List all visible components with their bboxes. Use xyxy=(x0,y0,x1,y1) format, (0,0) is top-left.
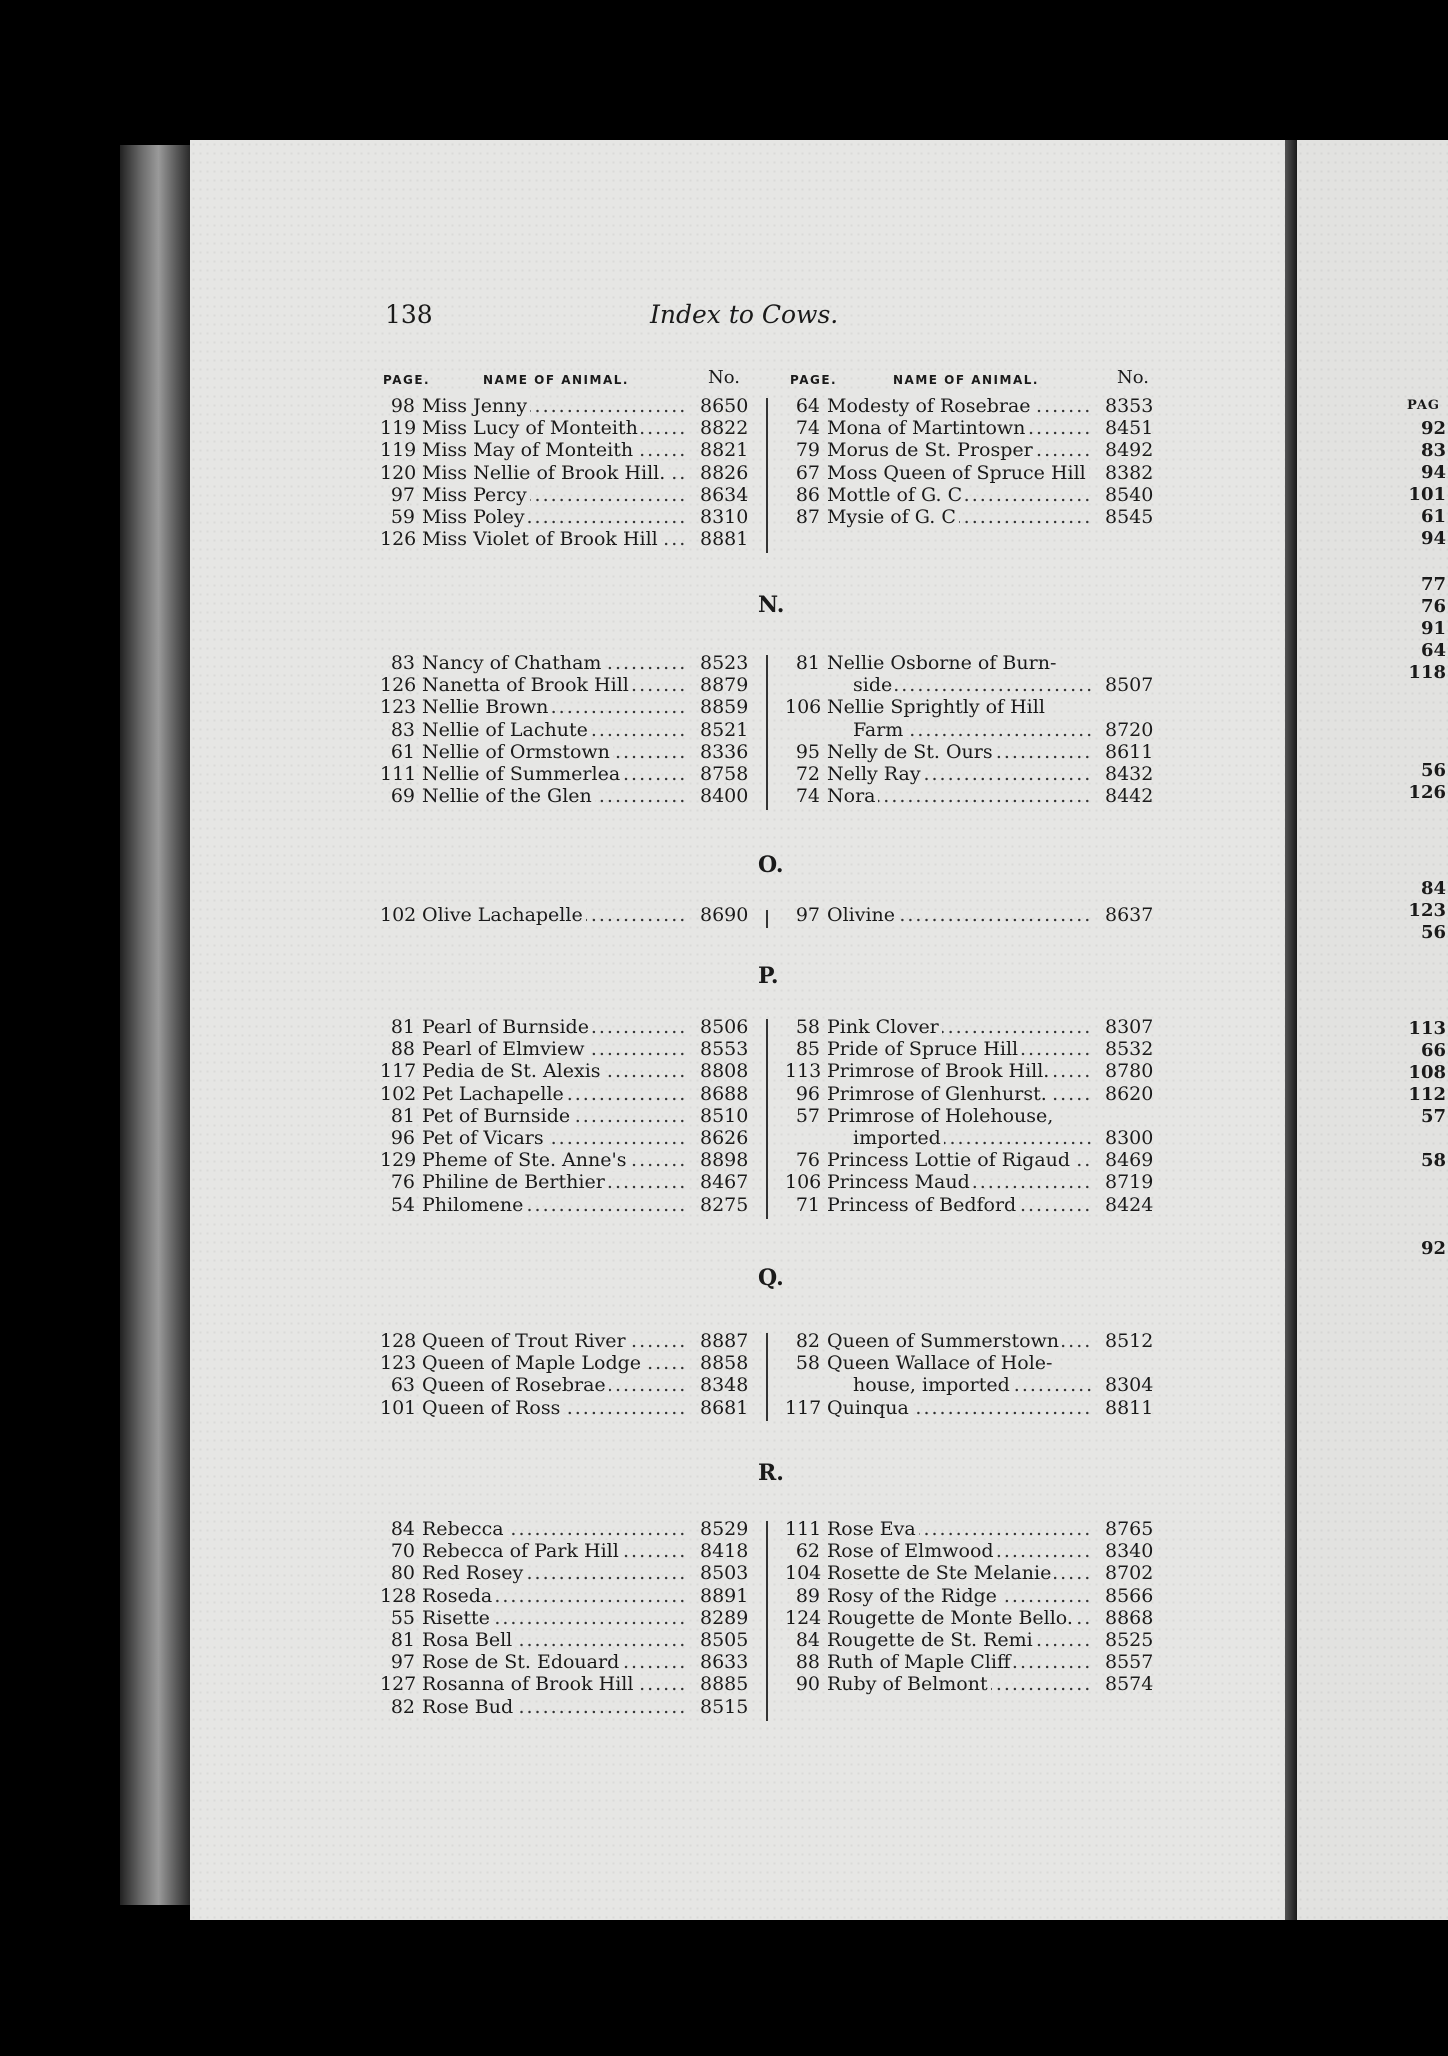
entry-page-number: 97 xyxy=(795,904,820,926)
entry-page-number: 76 xyxy=(795,1149,820,1172)
entry-page-number: 54 xyxy=(390,1193,415,1216)
entry-herd-number: 8611 xyxy=(1105,740,1154,763)
adjacent-page-number: 126 xyxy=(1408,782,1446,803)
entry-herd-number: 8289 xyxy=(700,1606,749,1629)
entry-animal-name: Primrose of Holehouse, xyxy=(827,1105,1092,1127)
right-col-header-name: NAME OF ANIMAL. xyxy=(893,373,1039,387)
adjacent-page-number: 61 xyxy=(1420,506,1446,527)
entry-herd-number: 8424 xyxy=(1105,1193,1154,1216)
entry-animal-name: Queen of Maple Lodge ..... xyxy=(422,1352,687,1374)
entry-page-number: 81 xyxy=(390,1016,415,1038)
entry-animal-name: Queen Wallace of Hole- xyxy=(827,1352,1092,1374)
entry-page-number: 79 xyxy=(795,439,820,462)
adjacent-page-number: 56 xyxy=(1420,760,1446,781)
entry-page-number: 124 xyxy=(785,1606,822,1629)
entry-herd-number: 8540 xyxy=(1105,483,1154,506)
entry-herd-number: 8510 xyxy=(700,1104,749,1127)
entry-herd-number: 8858 xyxy=(700,1352,749,1375)
entry-page-number: 81 xyxy=(795,652,820,674)
entry-animal-name: Miss Poley ..... xyxy=(422,506,687,528)
entry-animal-name: Miss Jenny ..... xyxy=(422,395,687,417)
entry-animal-name: Pearl of Burnside ..... xyxy=(422,1016,687,1038)
entry-page-number: 123 xyxy=(380,696,417,719)
entry-animal-name: Rosa Bell ..... xyxy=(422,1629,687,1651)
entry-animal-name: Red Rosey ..... xyxy=(422,1562,687,1584)
entry-page-number: 126 xyxy=(380,528,417,551)
entry-animal-name: Pedia de St. Alexis ..... xyxy=(422,1060,687,1082)
adjacent-page-number: 113 xyxy=(1408,1018,1446,1039)
entry-page-number: 59 xyxy=(390,505,415,528)
entry-page-number: 80 xyxy=(390,1562,415,1585)
entry-animal-name: Nelly Ray ..... xyxy=(827,763,1092,785)
adjacent-page-number: 58 xyxy=(1420,1150,1446,1171)
entry-herd-number: 8811 xyxy=(1105,1396,1154,1419)
divider-r xyxy=(766,1521,768,1721)
entry-page-number: 88 xyxy=(390,1038,415,1061)
entry-animal-name: Risette ..... xyxy=(422,1607,687,1629)
entry-herd-number: 8821 xyxy=(700,439,749,462)
adjacent-page-number: 56 xyxy=(1420,922,1446,943)
entry-page-number: 106 xyxy=(785,1171,822,1194)
entry-herd-number: 8702 xyxy=(1105,1562,1154,1585)
right-col-header-page: PAGE. xyxy=(790,373,838,387)
entry-animal-name: Nellie of Lachute ..... xyxy=(422,719,687,741)
entry-animal-name: Miss Violet of Brook Hill ..... xyxy=(422,528,687,550)
entry-herd-number: 8887 xyxy=(700,1330,749,1352)
section-letter-o: O. xyxy=(758,852,784,878)
entry-page-number: 111 xyxy=(380,762,417,785)
entry-animal-name: Rosanna of Brook Hill ..... xyxy=(422,1673,687,1695)
entry-herd-number: 8521 xyxy=(700,718,749,741)
entry-page-number: 82 xyxy=(795,1330,820,1352)
entry-page-number: 126 xyxy=(380,674,417,697)
entry-animal-name: Queen of Rosebrae ..... xyxy=(422,1374,687,1396)
entry-animal-name: Morus de St. Prosper ..... xyxy=(827,439,1092,461)
entry-page-number: 90 xyxy=(795,1673,820,1696)
adjacent-page-number: 101 xyxy=(1408,484,1446,505)
entry-herd-number: 8418 xyxy=(700,1540,749,1563)
entry-page-number: 70 xyxy=(390,1540,415,1563)
entry-animal-name: Primrose of Glenhurst. ..... xyxy=(827,1083,1092,1105)
entry-animal-name: Rebecca of Park Hill ..... xyxy=(422,1540,687,1562)
entry-page-number: 69 xyxy=(390,785,415,808)
entry-page-number: 84 xyxy=(795,1628,820,1651)
book-spine xyxy=(120,145,190,1905)
adjacent-page-number: 57 xyxy=(1420,1106,1446,1127)
entry-page-number: 83 xyxy=(390,718,415,741)
entry-herd-number: 8719 xyxy=(1105,1171,1154,1194)
entry-animal-name: Primrose of Brook Hill. ..... xyxy=(827,1060,1092,1082)
entry-page-number: 106 xyxy=(785,696,822,719)
entry-animal-name: Rose Eva ..... xyxy=(827,1518,1092,1540)
section-letter-r: R. xyxy=(758,1460,784,1486)
entry-animal-name: Nellie of Summerlea ..... xyxy=(422,763,687,785)
entry-animal-name: Miss Nellie of Brook Hill. ..... xyxy=(422,462,687,484)
adjacent-page-number: 92 xyxy=(1420,418,1446,439)
adjacent-page-header: PAG xyxy=(1407,398,1441,413)
entry-page-number: 102 xyxy=(380,904,417,926)
entry-page-number: 89 xyxy=(795,1584,820,1607)
entry-page-number: 88 xyxy=(795,1651,820,1674)
entry-animal-name: Roseda ..... xyxy=(422,1585,687,1607)
entry-page-number: 63 xyxy=(390,1374,415,1397)
entry-animal-name: Rose Bud ..... xyxy=(422,1696,687,1718)
entry-animal-name: imported ..... xyxy=(853,1127,1092,1149)
entry-herd-number: 8626 xyxy=(700,1126,749,1149)
entry-page-number: 72 xyxy=(795,762,820,785)
entry-herd-number: 8432 xyxy=(1105,762,1154,785)
entry-page-number: 97 xyxy=(390,1651,415,1674)
entry-page-number: 81 xyxy=(390,1104,415,1127)
entry-herd-number: 8307 xyxy=(1105,1016,1154,1038)
entry-herd-number: 8808 xyxy=(700,1060,749,1083)
left-col-header-no: No. xyxy=(708,367,740,388)
entry-animal-name: Nellie Sprightly of Hill xyxy=(827,696,1092,718)
entry-page-number: 96 xyxy=(795,1082,820,1105)
adjacent-page-number: 112 xyxy=(1408,1084,1446,1105)
entry-page-number: 57 xyxy=(795,1104,820,1127)
entry-page-number: 76 xyxy=(390,1171,415,1194)
section-letter-n: N. xyxy=(758,592,785,618)
entry-herd-number: 8566 xyxy=(1105,1584,1154,1607)
page-gutter xyxy=(1285,140,1297,1920)
entry-herd-number: 8859 xyxy=(700,696,749,719)
entry-herd-number: 8720 xyxy=(1105,718,1154,741)
adjacent-page-number: 76 xyxy=(1420,596,1446,617)
entry-page-number: 127 xyxy=(380,1673,417,1696)
entry-animal-name: Pheme of Ste. Anne's ..... xyxy=(422,1149,687,1171)
entry-herd-number: 8467 xyxy=(700,1171,749,1194)
entry-animal-name: Princess of Bedford ..... xyxy=(827,1194,1092,1216)
entry-animal-name: Nellie Brown ..... xyxy=(422,696,687,718)
entry-herd-number: 8634 xyxy=(700,483,749,506)
page-title: Index to Cows. xyxy=(650,300,839,329)
entry-page-number: 95 xyxy=(795,740,820,763)
adjacent-page-number: 84 xyxy=(1420,878,1446,899)
entry-herd-number: 8515 xyxy=(700,1695,749,1718)
entry-page-number: 55 xyxy=(390,1606,415,1629)
entry-animal-name: Nanetta of Brook Hill ..... xyxy=(422,674,687,696)
entry-animal-name: Nellie of Ormstown ..... xyxy=(422,741,687,763)
entry-herd-number: 8382 xyxy=(1105,461,1154,484)
section-letter-q: Q. xyxy=(758,1265,784,1291)
entry-page-number: 81 xyxy=(390,1628,415,1651)
entry-animal-name: Rose de St. Edouard ..... xyxy=(422,1651,687,1673)
entry-herd-number: 8304 xyxy=(1105,1374,1154,1397)
entry-page-number: 71 xyxy=(795,1193,820,1216)
entry-page-number: 101 xyxy=(380,1396,417,1419)
entry-herd-number: 8637 xyxy=(1105,904,1154,926)
entry-page-number: 113 xyxy=(785,1060,822,1083)
entry-animal-name: Moss Queen of Spruce Hill ..... xyxy=(827,462,1092,484)
entry-herd-number: 8885 xyxy=(700,1673,749,1696)
entry-herd-number: 8690 xyxy=(700,904,749,926)
section-letter-p: P. xyxy=(758,963,779,989)
entry-page-number: 82 xyxy=(390,1695,415,1718)
entry-animal-name: Pet Lachapelle ..... xyxy=(422,1083,687,1105)
divider-q xyxy=(766,1333,768,1421)
entry-animal-name: Farm ..... xyxy=(853,719,1092,741)
entry-herd-number: 8451 xyxy=(1105,417,1154,440)
entry-page-number: 97 xyxy=(390,483,415,506)
entry-animal-name: Olivine ..... xyxy=(827,904,1092,926)
entry-animal-name: Queen of Summerstown ..... xyxy=(827,1330,1092,1352)
entry-page-number: 58 xyxy=(795,1016,820,1038)
entry-page-number: 128 xyxy=(380,1330,417,1352)
entry-animal-name: Pet of Burnside ..... xyxy=(422,1105,687,1127)
entry-animal-name: Nellie of the Glen ..... xyxy=(422,785,687,807)
right-col-header-no: No. xyxy=(1117,367,1149,388)
entry-herd-number: 8891 xyxy=(700,1584,749,1607)
entry-herd-number: 8879 xyxy=(700,674,749,697)
entry-animal-name: Nelly de St. Ours ..... xyxy=(827,741,1092,763)
entry-herd-number: 8336 xyxy=(700,740,749,763)
entry-herd-number: 8822 xyxy=(700,417,749,440)
entry-page-number: 111 xyxy=(785,1518,822,1540)
entry-herd-number: 8532 xyxy=(1105,1038,1154,1061)
entry-animal-name: Philine de Berthier ..... xyxy=(422,1171,687,1193)
divider-o xyxy=(766,910,768,928)
entry-page-number: 86 xyxy=(795,483,820,506)
entry-herd-number: 8620 xyxy=(1105,1082,1154,1105)
adjacent-page-edge xyxy=(1297,140,1448,1920)
entry-herd-number: 8553 xyxy=(700,1038,749,1061)
adjacent-page-number: 118 xyxy=(1408,662,1446,683)
entry-animal-name: Philomene ..... xyxy=(422,1194,687,1216)
entry-animal-name: Rougette de St. Remi ..... xyxy=(827,1629,1092,1651)
entry-animal-name: Princess Maud ..... xyxy=(827,1171,1092,1193)
entry-herd-number: 8681 xyxy=(700,1396,749,1419)
entry-animal-name: Quinqua ..... xyxy=(827,1397,1092,1419)
entry-herd-number: 8898 xyxy=(700,1149,749,1172)
entry-herd-number: 8512 xyxy=(1105,1330,1154,1352)
entry-herd-number: 8442 xyxy=(1105,785,1154,808)
entry-herd-number: 8545 xyxy=(1105,505,1154,528)
adjacent-page-number: 94 xyxy=(1420,462,1446,483)
entry-animal-name: Nellie Osborne of Burn- xyxy=(827,652,1092,674)
entry-page-number: 83 xyxy=(390,652,415,674)
entry-animal-name: Pride of Spruce Hill ..... xyxy=(827,1038,1092,1060)
divider-m xyxy=(766,398,768,553)
entry-herd-number: 8557 xyxy=(1105,1651,1154,1674)
entry-page-number: 119 xyxy=(380,439,417,462)
entry-herd-number: 8780 xyxy=(1105,1060,1154,1083)
entry-page-number: 117 xyxy=(785,1396,822,1419)
entry-animal-name: side ..... xyxy=(853,674,1092,696)
entry-animal-name: Nora ..... xyxy=(827,785,1092,807)
entry-herd-number: 8340 xyxy=(1105,1540,1154,1563)
entry-herd-number: 8765 xyxy=(1105,1518,1154,1540)
entry-animal-name: Miss Lucy of Monteith ..... xyxy=(422,417,687,439)
entry-herd-number: 8506 xyxy=(700,1016,749,1038)
adjacent-page-number: 66 xyxy=(1420,1040,1446,1061)
entry-herd-number: 8529 xyxy=(700,1518,749,1540)
entry-page-number: 58 xyxy=(795,1352,820,1375)
entry-herd-number: 8758 xyxy=(700,762,749,785)
entry-page-number: 104 xyxy=(785,1562,822,1585)
entry-page-number: 96 xyxy=(390,1126,415,1149)
entry-animal-name: house, imported ..... xyxy=(853,1374,1092,1396)
entry-animal-name: Nancy of Chatham ..... xyxy=(422,652,687,674)
adjacent-page-number: 77 xyxy=(1420,574,1446,595)
entry-page-number: 117 xyxy=(380,1060,417,1083)
entry-page-number: 84 xyxy=(390,1518,415,1540)
entry-animal-name: Mysie of G. C ..... xyxy=(827,506,1092,528)
entry-herd-number: 8492 xyxy=(1105,439,1154,462)
entry-herd-number: 8348 xyxy=(700,1374,749,1397)
entry-herd-number: 8881 xyxy=(700,528,749,551)
entry-animal-name: Pet of Vicars ..... xyxy=(422,1127,687,1149)
entry-herd-number: 8650 xyxy=(700,395,749,417)
entry-animal-name: Rougette de Monte Bello. ..... xyxy=(827,1607,1092,1629)
adjacent-page-number: 64 xyxy=(1420,640,1446,661)
divider-p xyxy=(766,1019,768,1219)
entry-page-number: 61 xyxy=(390,740,415,763)
entry-herd-number: 8310 xyxy=(700,505,749,528)
entry-herd-number: 8275 xyxy=(700,1193,749,1216)
entry-animal-name: Pearl of Elmview ..... xyxy=(422,1038,687,1060)
entry-animal-name: Mottle of G. C ..... xyxy=(827,484,1092,506)
entry-page-number: 85 xyxy=(795,1038,820,1061)
entry-animal-name: Princess Lottie of Rigaud ..... xyxy=(827,1149,1092,1171)
entry-animal-name: Miss May of Monteith ..... xyxy=(422,439,687,461)
entry-animal-name: Queen of Ross ..... xyxy=(422,1397,687,1419)
entry-animal-name: Ruby of Belmont ..... xyxy=(827,1673,1092,1695)
entry-page-number: 120 xyxy=(380,461,417,484)
entry-herd-number: 8525 xyxy=(1105,1628,1154,1651)
adjacent-page-number: 94 xyxy=(1420,528,1446,549)
entry-page-number: 87 xyxy=(795,505,820,528)
entry-herd-number: 8574 xyxy=(1105,1673,1154,1696)
adjacent-page-number: 123 xyxy=(1408,900,1446,921)
entry-herd-number: 8868 xyxy=(1105,1606,1154,1629)
left-col-header-name: NAME OF ANIMAL. xyxy=(483,373,629,387)
entry-animal-name: Rebecca ..... xyxy=(422,1518,687,1540)
entry-page-number: 74 xyxy=(795,417,820,440)
entry-page-number: 98 xyxy=(390,395,415,417)
adjacent-page-number: 92 xyxy=(1420,1238,1446,1259)
entry-herd-number: 8400 xyxy=(700,785,749,808)
entry-animal-name: Queen of Trout River ..... xyxy=(422,1330,687,1352)
divider-n xyxy=(766,655,768,810)
entry-animal-name: Pink Clover ..... xyxy=(827,1016,1092,1038)
entry-page-number: 102 xyxy=(380,1082,417,1105)
adjacent-page-number: 91 xyxy=(1420,618,1446,639)
entry-animal-name: Mona of Martintown ..... xyxy=(827,417,1092,439)
entry-page-number: 74 xyxy=(795,785,820,808)
entry-animal-name: Modesty of Rosebrae ..... xyxy=(827,395,1092,417)
entry-page-number: 67 xyxy=(795,461,820,484)
entry-herd-number: 8523 xyxy=(700,652,749,674)
page-number: 138 xyxy=(385,300,433,329)
entry-herd-number: 8300 xyxy=(1105,1126,1154,1149)
entry-herd-number: 8633 xyxy=(700,1651,749,1674)
entry-page-number: 123 xyxy=(380,1352,417,1375)
entry-herd-number: 8503 xyxy=(700,1562,749,1585)
entry-herd-number: 8826 xyxy=(700,461,749,484)
adjacent-page-number: 83 xyxy=(1420,440,1446,461)
left-col-header-page: PAGE. xyxy=(383,373,431,387)
entry-herd-number: 8507 xyxy=(1105,674,1154,697)
entry-animal-name: Rose of Elmwood ..... xyxy=(827,1540,1092,1562)
entry-page-number: 128 xyxy=(380,1584,417,1607)
entry-herd-number: 8469 xyxy=(1105,1149,1154,1172)
entry-herd-number: 8505 xyxy=(700,1628,749,1651)
entry-animal-name: Olive Lachapelle ..... xyxy=(422,904,687,926)
entry-page-number: 129 xyxy=(380,1149,417,1172)
entry-animal-name: Rosette de Ste Melanie ..... xyxy=(827,1562,1092,1584)
adjacent-page-number: 108 xyxy=(1408,1062,1446,1083)
entry-animal-name: Rosy of the Ridge ..... xyxy=(827,1585,1092,1607)
entry-page-number: 119 xyxy=(380,417,417,440)
entry-animal-name: Miss Percy ..... xyxy=(422,484,687,506)
entry-herd-number: 8353 xyxy=(1105,395,1154,417)
entry-page-number: 62 xyxy=(795,1540,820,1563)
entry-page-number: 64 xyxy=(795,395,820,417)
entry-herd-number: 8688 xyxy=(700,1082,749,1105)
entry-animal-name: Ruth of Maple Cliff ..... xyxy=(827,1651,1092,1673)
